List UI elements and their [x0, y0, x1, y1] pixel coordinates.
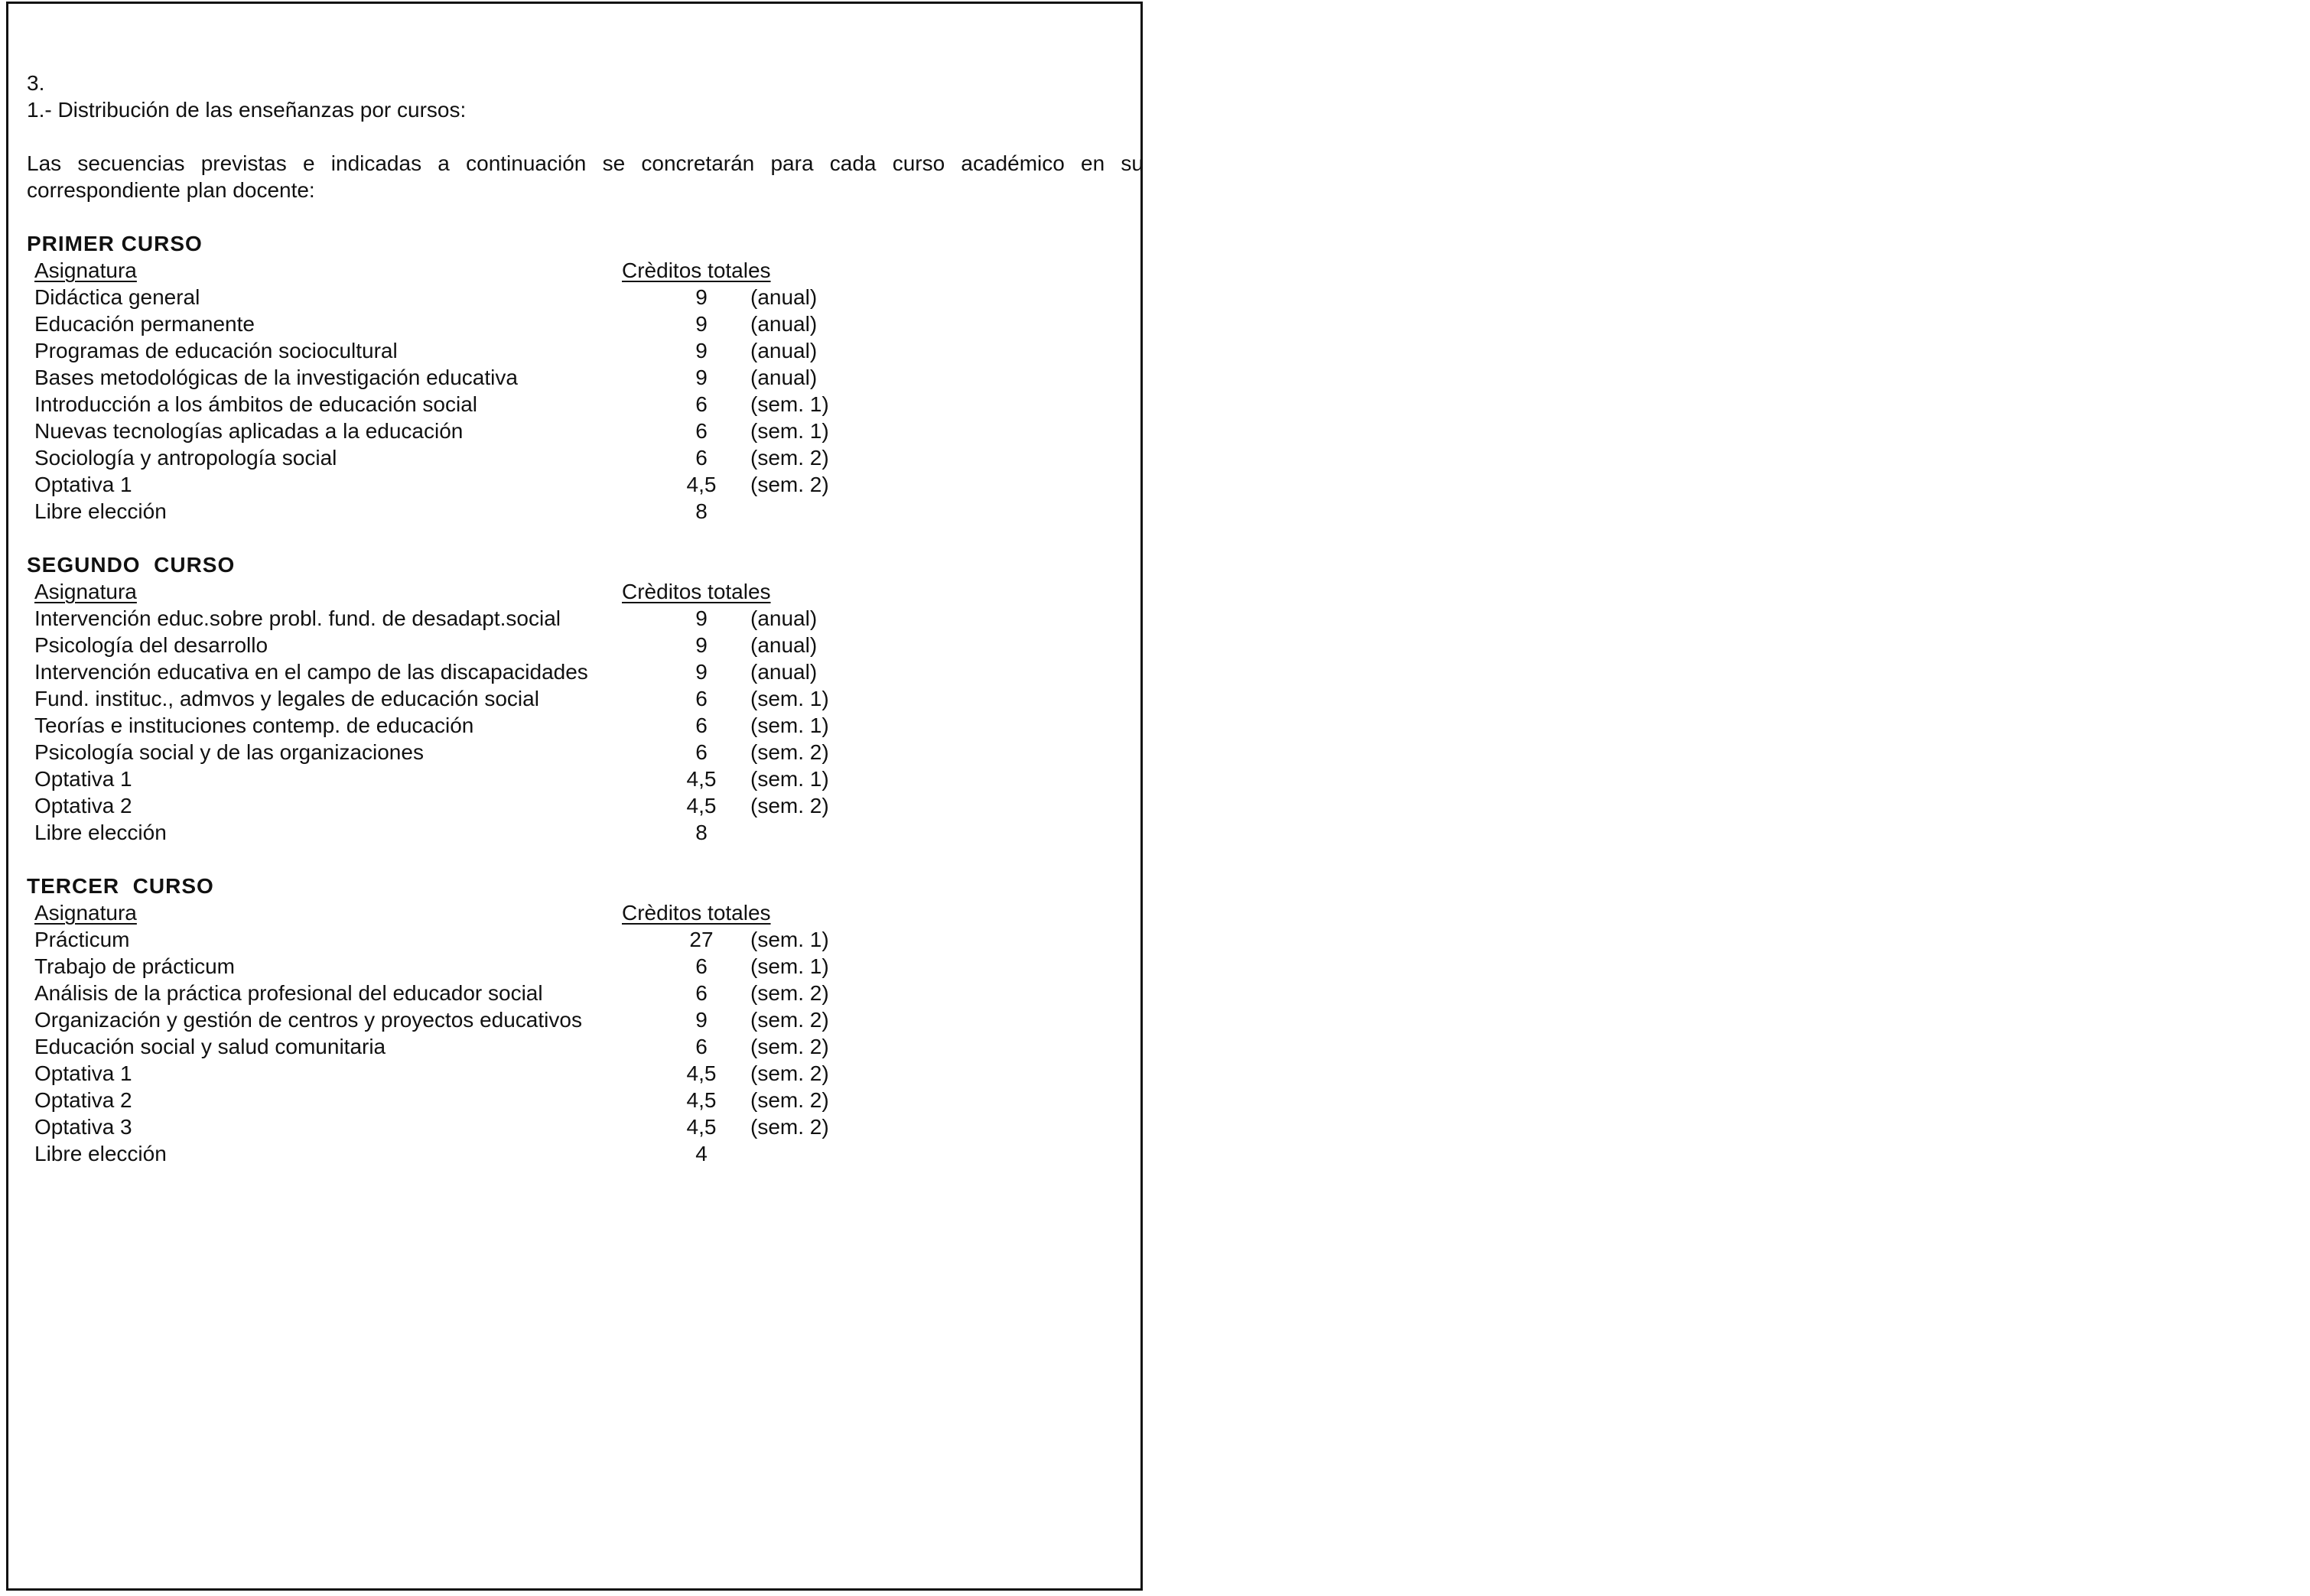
- table-row: [27, 310, 1144, 337]
- subject-credits: 4,5: [686, 1061, 717, 1085]
- subject-credits: 4: [695, 1142, 708, 1165]
- table-row: [27, 1087, 1144, 1113]
- subject-name: Fund. instituc., admvos y legales de educación social: [34, 687, 539, 710]
- subject-name: Trabajo de prácticum: [34, 954, 235, 978]
- subject-name: Optativa 1: [34, 1061, 132, 1085]
- column-header-subject: Asignatura: [34, 901, 137, 925]
- subject-period: (anual): [750, 285, 818, 309]
- subject-name: Introducción a los ámbitos de educación social: [34, 392, 478, 416]
- subject-period: (sem. 2): [750, 446, 829, 470]
- table-row: [27, 658, 1144, 685]
- subject-credits: 8: [695, 821, 708, 844]
- subject-period: (sem. 2): [750, 981, 829, 1005]
- subject-credits: 9: [695, 606, 708, 630]
- subject-name: Psicología del desarrollo: [34, 633, 268, 657]
- subject-name: Optativa 2: [34, 1088, 132, 1112]
- table-row: [27, 605, 1144, 632]
- subject-name: Educación social y salud comunitaria: [34, 1035, 386, 1058]
- subject-credits: 6: [695, 687, 708, 710]
- subject-name: Nuevas tecnologías aplicadas a la educación: [34, 419, 464, 443]
- table-row: [27, 739, 1144, 765]
- subject-name: Teorías e instituciones contemp. de educación: [34, 713, 474, 737]
- subject-period: (sem. 1): [750, 928, 829, 951]
- subject-period: (anual): [750, 366, 818, 389]
- column-header-credits: Crèditos totales: [622, 580, 771, 603]
- table-row: [27, 712, 1144, 739]
- subject-period: (sem. 2): [750, 794, 829, 818]
- subject-credits: 9: [695, 660, 708, 684]
- subject-period: (sem. 1): [750, 392, 829, 416]
- section-title: SEGUNDO CURSO: [27, 553, 236, 577]
- subject-period: (anual): [750, 633, 818, 657]
- subject-name: Libre elección: [34, 499, 167, 523]
- subject-name: Intervención educ.sobre probl. fund. de desadapt.social: [34, 606, 561, 630]
- subject-credits: 6: [695, 954, 708, 978]
- subject-credits: 9: [695, 633, 708, 657]
- table-row: [27, 632, 1144, 658]
- subject-credits: 8: [695, 499, 708, 523]
- column-header-subject: Asignatura: [34, 258, 137, 282]
- course-section-1: [27, 230, 1144, 525]
- subject-period: (sem. 2): [750, 1008, 829, 1032]
- subject-name: Didáctica general: [34, 285, 200, 309]
- subject-name: Análisis de la práctica profesional del educador social: [34, 981, 543, 1005]
- subject-name: Bases metodológicas de la investigación educativa: [34, 366, 518, 389]
- subject-credits: 9: [695, 285, 708, 309]
- subject-name: Sociología y antropología social: [34, 446, 337, 470]
- intro-paragraph: Las secuencias previstas e indicadas a continuación se concretarán para cada curso académico en su correspondiente plan docente:: [27, 151, 1144, 202]
- table-row: [27, 418, 1144, 444]
- subject-credits: 9: [695, 366, 708, 389]
- table-row: [27, 953, 1144, 980]
- table-row: [27, 819, 1144, 846]
- subject-credits: 6: [695, 419, 708, 443]
- subject-period: (anual): [750, 606, 818, 630]
- table-row: [27, 391, 1144, 418]
- subject-credits: 4,5: [686, 473, 717, 496]
- subject-credits: 4,5: [686, 1115, 717, 1139]
- table-row: [27, 980, 1144, 1006]
- table-row: [27, 1006, 1144, 1033]
- table-row: [27, 498, 1144, 525]
- subject-credits: 9: [695, 339, 708, 362]
- subject-name: Optativa 1: [34, 767, 132, 791]
- subject-credits: 27: [689, 928, 714, 951]
- section-title: PRIMER CURSO: [27, 232, 203, 255]
- subject-name: Optativa 2: [34, 794, 132, 818]
- subject-period: (sem. 2): [750, 473, 829, 496]
- subject-credits: 6: [695, 446, 708, 470]
- subject-credits: 4,5: [686, 767, 717, 791]
- subject-credits: 9: [695, 312, 708, 336]
- subject-period: (sem. 2): [750, 740, 829, 764]
- subject-period: (sem. 2): [750, 1088, 829, 1112]
- subject-credits: 6: [695, 1035, 708, 1058]
- column-header-credits: Crèditos totales: [622, 258, 771, 282]
- subject-period: (sem. 1): [750, 954, 829, 978]
- table-row: [27, 1060, 1144, 1087]
- heading-title: 1.- Distribución de las enseñanzas por cursos:: [27, 98, 467, 122]
- subject-period: (sem. 2): [750, 1061, 829, 1085]
- table-row: [27, 926, 1144, 953]
- subject-period: (anual): [750, 312, 818, 336]
- table-row: [27, 471, 1144, 498]
- course-section-3: [27, 873, 1144, 1167]
- section-title: TERCER CURSO: [27, 874, 214, 898]
- table-row: [27, 1113, 1144, 1140]
- subject-name: Libre elección: [34, 1142, 167, 1165]
- table-row: [27, 444, 1144, 471]
- table-row: [27, 1033, 1144, 1060]
- column-header-credits: Crèditos totales: [622, 901, 771, 925]
- subject-period: (anual): [750, 660, 818, 684]
- subject-credits: 6: [695, 981, 708, 1005]
- subject-name: Libre elección: [34, 821, 167, 844]
- subject-period: (sem. 1): [750, 713, 829, 737]
- column-header-subject: Asignatura: [34, 580, 137, 603]
- subject-period: (sem. 1): [750, 687, 829, 710]
- table-row: [27, 685, 1144, 712]
- heading-number: 3.: [27, 71, 45, 95]
- subject-name: Organización y gestión de centros y proyectos educativos: [34, 1008, 582, 1032]
- subject-period: (sem. 2): [750, 1115, 829, 1139]
- table-row: [27, 337, 1144, 364]
- subject-credits: 4,5: [686, 794, 717, 818]
- subject-period: (anual): [750, 339, 818, 362]
- table-row: [27, 792, 1144, 819]
- course-section-2: [27, 551, 1144, 846]
- subject-credits: 6: [695, 740, 708, 764]
- table-row: [27, 1140, 1144, 1167]
- subject-period: (sem. 1): [750, 419, 829, 443]
- subject-credits: 4,5: [686, 1088, 717, 1112]
- subject-name: Optativa 3: [34, 1115, 132, 1139]
- subject-period: (sem. 2): [750, 1035, 829, 1058]
- subject-name: Programas de educación sociocultural: [34, 339, 398, 362]
- subject-period: (sem. 1): [750, 767, 829, 791]
- table-header: [27, 899, 1144, 926]
- subject-name: Educación permanente: [34, 312, 255, 336]
- table-row: [27, 765, 1144, 792]
- subject-credits: 6: [695, 713, 708, 737]
- subject-name: Optativa 1: [34, 473, 132, 496]
- subject-name: Prácticum: [34, 928, 130, 951]
- table-row: [27, 364, 1144, 391]
- subject-credits: 9: [695, 1008, 708, 1032]
- document-page: [6, 2, 1143, 1591]
- document-content: [27, 70, 1144, 1167]
- table-header: [27, 257, 1144, 284]
- subject-name: Intervención educativa en el campo de las discapacidades: [34, 660, 588, 684]
- subject-credits: 6: [695, 392, 708, 416]
- table-row: [27, 284, 1144, 310]
- table-header: [27, 578, 1144, 605]
- subject-name: Psicología social y de las organizaciones: [34, 740, 424, 764]
